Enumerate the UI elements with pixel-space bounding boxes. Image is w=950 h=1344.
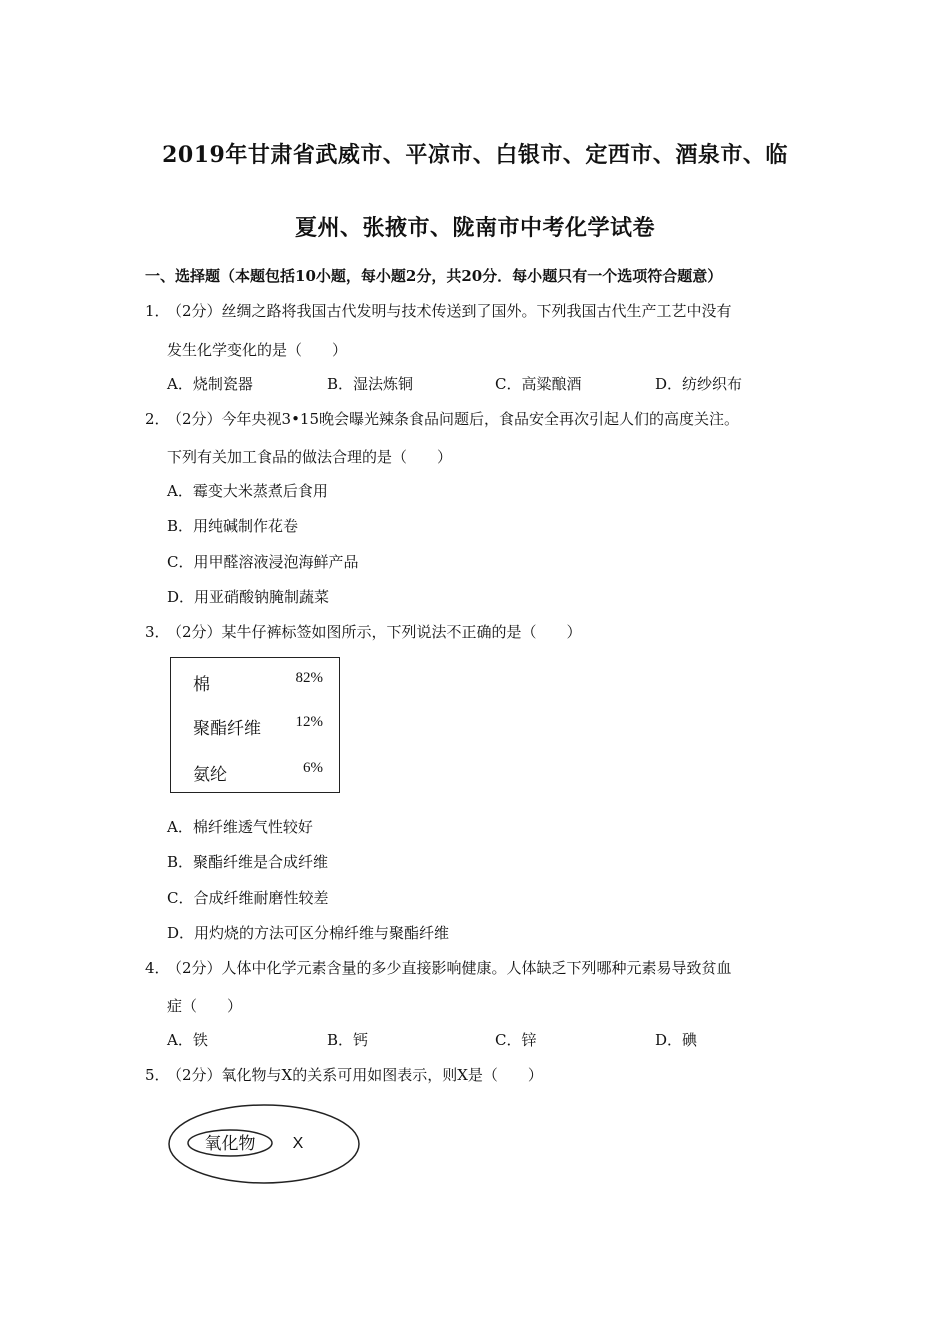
- label-row-cotton: [193, 670, 323, 695]
- question-text: （2分）丝绸之路将我国古代发明与技术传送到了国外。下列我国古代生产工艺中没有: [167, 302, 732, 320]
- q2-option-b: B．用纯碱制作花卷: [167, 517, 299, 535]
- q1-option-c: C．高粱酿酒: [495, 375, 582, 393]
- question-4: [145, 957, 732, 978]
- fiber-name: 棉: [193, 675, 210, 695]
- document-title-line-1: 2019年甘肃省武威市、平凉市、白银市、定西市、酒泉市、临: [162, 142, 788, 168]
- q2-option-a: A．霉变大米蒸煮后食用: [167, 482, 328, 500]
- question-number: 2．: [145, 410, 170, 428]
- question-2-continued: 下列有关加工食品的做法合理的是（ ）: [167, 448, 453, 466]
- question-text: （2分）某牛仔裤标签如图所示，下列说法不正确的是（ ）: [167, 623, 582, 641]
- q3-option-c: C．合成纤维耐磨性较差: [167, 889, 329, 907]
- q4-option-c: C．锌: [495, 1031, 537, 1049]
- q3-option-d: D．用灼烧的方法可区分棉纤维与聚酯纤维: [167, 924, 450, 942]
- q1-option-a: A．烧制瓷器: [167, 375, 253, 393]
- fiber-percent: 6%: [303, 760, 323, 776]
- q2-option-c: C．用甲醛溶液浸泡海鲜产品: [167, 553, 359, 571]
- label-row-spandex: [193, 760, 323, 785]
- fiber-name: 氨纶: [193, 765, 227, 785]
- question-text: （2分）今年央视3•15晚会曝光辣条食品问题后，食品安全再次引起人们的高度关注。: [167, 410, 740, 428]
- outer-ellipse: [169, 1105, 359, 1183]
- q3-option-a: A．棉纤维透气性较好: [167, 818, 313, 836]
- section-heading: 一、选择题（本题包括10小题，每小题2分，共20分．每小题只有一个选项符合题意）: [145, 267, 723, 285]
- label-row-polyester: [193, 714, 323, 739]
- q3-option-b: B．聚酯纤维是合成纤维: [167, 853, 329, 871]
- fiber-percent: 82%: [295, 670, 323, 686]
- q4-option-a: A．铁: [167, 1031, 208, 1049]
- q1-option-d: D．纺纱织布: [655, 375, 743, 393]
- question-number: 5．: [145, 1066, 170, 1084]
- question-2: [145, 408, 739, 429]
- q2-option-d: D．用亚硝酸钠腌制蔬菜: [167, 588, 330, 606]
- inner-label: 氧化物: [204, 1134, 256, 1154]
- question-text: （2分）氧化物与X的关系可用如图表示，则X是（ ）: [167, 1066, 543, 1084]
- jeans-fabric-label: [170, 657, 340, 793]
- fiber-percent: 12%: [295, 714, 323, 730]
- question-1: [145, 300, 732, 321]
- fiber-name: 聚酯纤维: [193, 719, 261, 739]
- question-text: （2分）人体中化学元素含量的多少直接影响健康。人体缺乏下列哪种元素易导致贫血: [167, 959, 732, 977]
- question-1-continued: 发生化学变化的是（ ）: [167, 341, 348, 359]
- question-5: [145, 1064, 543, 1085]
- question-number: 3．: [145, 623, 170, 641]
- venn-diagram: [166, 1103, 362, 1185]
- question-3: [145, 621, 582, 642]
- q4-option-d: D．碘: [655, 1031, 698, 1049]
- question-4-continued: 症（ ）: [167, 997, 243, 1015]
- q4-option-b: B．钙: [327, 1031, 369, 1049]
- outer-label: X: [292, 1135, 304, 1152]
- question-number: 4．: [145, 959, 170, 977]
- q1-option-b: B．湿法炼铜: [327, 375, 414, 393]
- document-title-line-2: 夏州、张掖市、陇南市中考化学试卷: [294, 215, 655, 241]
- question-number: 1．: [145, 302, 170, 320]
